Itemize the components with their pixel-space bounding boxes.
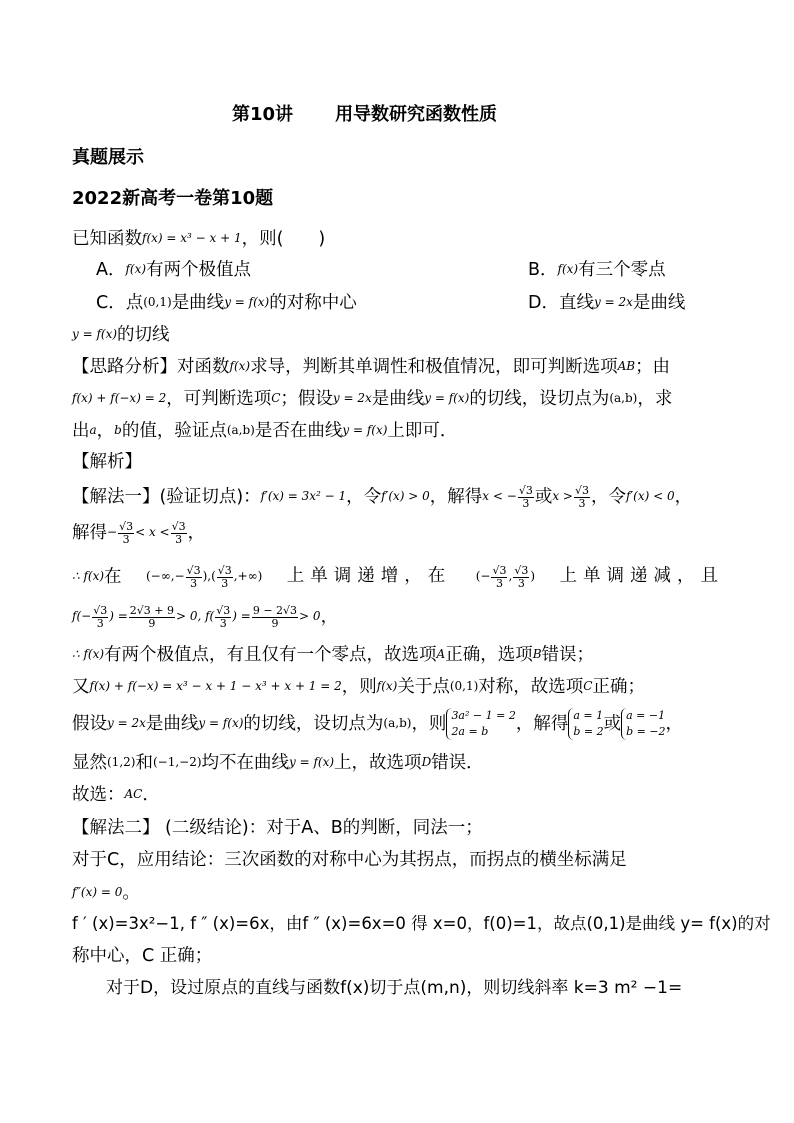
lecture-title: [232, 103, 497, 127]
answer-line: 故选：AC．: [72, 785, 160, 805]
method2-line-5: 称中心，C 正确；: [72, 946, 213, 966]
solution-heading: 【解析】: [72, 452, 142, 472]
lecture-name: 用导数研究函数性质: [335, 104, 498, 125]
method1-line-2: 解得− $\frac{√3}{3}$ < x < $\frac{√3}{3}$ ，: [72, 519, 206, 546]
method2-line-1: 【解法二】 (二级结论)：对于A、B的判断，同法一；: [72, 818, 483, 838]
analysis-line-2: f(x) + f(−x) = 2，可判断选项C；假设y = 2x是曲线y = f(x)的切线，设切点为(a,b)，求: [72, 389, 673, 409]
option-c: C．点(0,1)是曲线y = f(x)的对称中心: [96, 293, 357, 313]
section-heading: 真题展示: [72, 147, 144, 168]
method1-line-5: ∴ f(x)有两个极值点，有且仅有一个零点，故选项A正确，选项B错误；: [72, 645, 595, 665]
method1-line-6: 又f(x) + f(−x) = x³ − x + 1 − x³ + x + 1 = 2，则f(x)关于点(0,1)对称，故选项C正确；: [72, 677, 645, 697]
method1-line-7: 假设y = 2x是曲线y = f(x)的切线，设切点为(a,b)，则 3a² − 1 = 2 2a = b ，解得 a = 1 b = 2 或 a = −1 b = −2 ，: [72, 709, 684, 738]
question-stem: 已知函数f(x) = x³ − x + 1，则( ): [72, 229, 326, 249]
lecture-number: 第10讲: [232, 104, 294, 125]
problem-source: 2022新高考一卷第10题: [72, 188, 274, 209]
method2-line-2: 对于C，应用结论：三次函数的对称中心为其拐点，而拐点的横坐标满足: [72, 850, 627, 870]
option-d: D．直线y = 2x是曲线: [528, 293, 686, 313]
fraction: $\frac{√3}{3}$: [518, 483, 533, 510]
option-a: A．f(x)有两个极值点: [96, 260, 252, 280]
method1-line-3: ∴ f(x)在 (−∞,− $\frac{√3}{3}$ ),( $\frac{√3}{3}$ ,+∞) 上单调递增，在 (− $\frac{√3}{3}$ , $\frac{√3}{3}$ ) 上单调递减，且: [72, 563, 724, 590]
equation-system: 3a² − 1 = 2 2a = b: [446, 708, 515, 740]
equation-system: a = 1 b = 2: [568, 708, 603, 740]
fraction: $\frac{√3}{3}$: [574, 483, 589, 510]
equation-system: a = −1 b = −2: [621, 708, 665, 740]
method1-line-1: 【解法一】(验证切点)：f′(x) = 3x² − 1，令f′(x) > 0，解得x < − $\frac{√3}{3}$ 或x > $\frac{√3}{3}$ ，令f′(x) < 0，: [72, 483, 693, 510]
analysis-line-3: 出a，b的值，验证点(a,b)是否在曲线y = f(x)上即可．: [72, 421, 458, 441]
analysis-line-1: 【思路分析】对函数f(x)求导，判断其单调性和极值情况，即可判断选项AB；由: [72, 357, 671, 377]
option-d-continued: y = f(x)的切线: [72, 325, 170, 345]
method2-line-4: f ′ (x)=3x²−1, f ″ (x)=6x，由f ″ (x)=6x=0 得 x=0，f(0)=1，故点(0,1)是曲线 y= f(x)的对: [72, 914, 771, 933]
fraction: $\frac{√3}{3}$: [171, 519, 186, 546]
fraction: $\frac{√3}{3}$: [119, 519, 134, 546]
method2-line-6: 对于D，设过原点的直线与函数f(x)切于点(m,n)，则切线斜率 k=3 m² −1=: [106, 978, 683, 998]
method1-line-4: f(− $\frac{√3}{3}$ ) = $\frac{2√3 + 9}{9}$ > 0, f( $\frac{√3}{3}$ ) = $\frac{9 - 2√3}{9}$ > 0，: [72, 603, 339, 630]
method2-line-3: f″(x) = 0。: [72, 883, 140, 903]
option-b: B．f(x)有三个零点: [528, 260, 666, 280]
method1-line-8: 显然(1,2)和(−1,−2)均不在曲线y = f(x)上，故选项D错误．: [72, 753, 484, 773]
